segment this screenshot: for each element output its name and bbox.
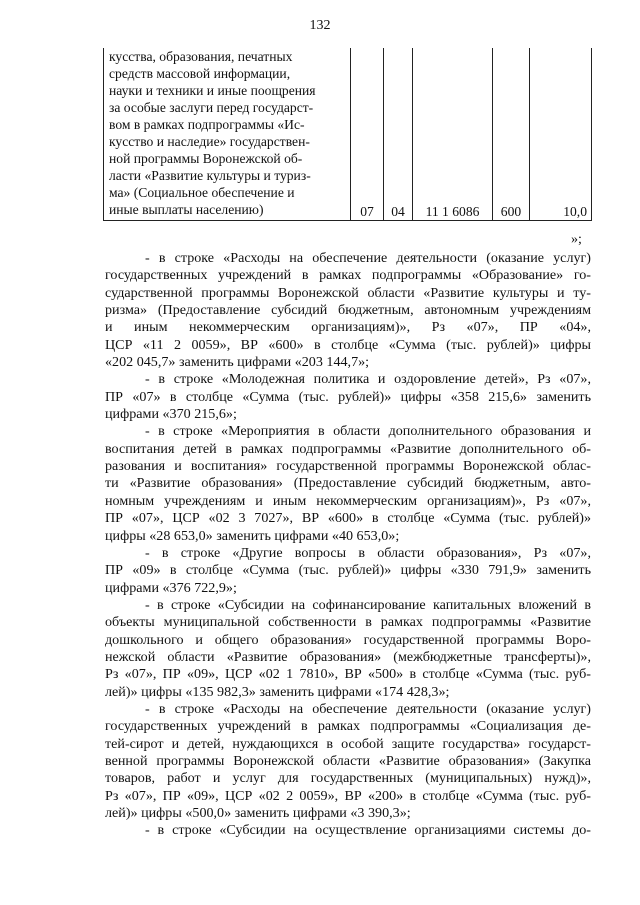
- text-line: государственных учреждений в рамках подпрограммы «Образование» го-: [105, 267, 591, 284]
- text-line: воспитания детей в рамках подпрограммы «Развитие дополнительного об-: [105, 440, 591, 457]
- text-line: - в строке «Субсидии на софинансирование капитальных вложений в: [145, 596, 591, 613]
- closing-quote: »;: [571, 232, 582, 247]
- text-line: разования и воспитания» государственной программы Воронежской облас-: [105, 458, 591, 475]
- body-text: [105, 250, 591, 840]
- expense-name-line: иные выплаты населению): [109, 202, 264, 217]
- expense-name-line: кусство и наследие» государствен-: [109, 134, 310, 149]
- text-line: Рз «07», ПР «09», ЦСР «02 1 7810», ВР «500» в столбце «Сумма (тыс. руб-: [105, 666, 591, 683]
- table-cell-name: [104, 48, 351, 221]
- expense-name: [109, 48, 345, 218]
- text-line: венной программы Воронежской области «Развитие образования» (Закупка: [105, 752, 591, 769]
- text-line: цифрами «376 722,9»;: [105, 579, 237, 596]
- text-line: - в строке «Субсидии на осуществление организациями системы до-: [145, 822, 591, 839]
- table-cell-vr: 600: [493, 48, 530, 221]
- text-line: - в строке «Мероприятия в области дополнительного образования и: [145, 423, 591, 440]
- text-line: лей)» цифры «500,0» заменить цифрами «3 390,3»;: [105, 805, 411, 821]
- expense-name-line: ма» (Социальное обеспечение и: [109, 185, 295, 200]
- text-line: - в строке «Расходы на обеспечение деятельности (оказание услуг): [145, 250, 591, 266]
- text-line: нежской области «Развитие образования» (межбюджетные трансферты)»,: [105, 648, 591, 665]
- text-line: товаров, работ и услуг для государственных (муниципальных) нужд)»,: [105, 770, 591, 787]
- text-line: и иным некоммерческим организациям)», Рз «07», ПР «04»,: [105, 319, 591, 336]
- text-line: - в строке «Молодежная политика и оздоровление детей», Рз «07»,: [145, 371, 591, 388]
- text-line: государственных учреждений в рамках подпрограммы «Социализация де-: [105, 718, 591, 735]
- text-line: тей-сирот и детей, нуждающихся в особой защите государства» государст-: [105, 735, 591, 752]
- expense-name-line: ной программы Воронежской об-: [109, 151, 303, 166]
- text-line: ПР «07», ЦСР «02 3 7027», ВР «600» в столбце «Сумма (тыс. рублей)»: [105, 510, 591, 527]
- text-line: сударственной программы Воронежской области «Развитие культуры и ту-: [105, 284, 591, 301]
- expense-name-line: средств массовой информации,: [109, 66, 291, 81]
- table-row: [104, 48, 592, 221]
- expense-name-line: науки и техники и иные поощрения: [109, 83, 316, 98]
- table-cell-sum: 10,0: [530, 48, 592, 221]
- table-cell-pr: 04: [384, 48, 413, 221]
- expense-name-line: кусства, образования, печатных: [109, 49, 293, 64]
- text-line: «202 045,7» заменить цифрами «203 144,7»;: [105, 354, 370, 371]
- expense-name-line: вом в рамках подпрограммы «Ис-: [109, 117, 305, 132]
- page-number: 132: [309, 18, 331, 33]
- text-line: дошкольного и общего образования» государственной программы Воро-: [105, 631, 591, 648]
- text-line: Рз «07», ПР «09», ЦСР «02 2 0059», ВР «200» в столбце «Сумма (тыс. руб-: [105, 787, 591, 804]
- text-line: ЦСР «11 2 0059», ВР «600» в столбце «Сумма (тыс. рублей)» цифры: [105, 336, 591, 353]
- text-line: ПР «09» в столбце «Сумма (тыс. рублей)» цифры «330 791,9» заменить: [105, 562, 591, 579]
- text-line: ПР «07» в столбце «Сумма (тыс. рублей)» цифры «358 215,6» заменить: [105, 388, 591, 405]
- table-cell-rz: 07: [351, 48, 384, 221]
- budget-table: [103, 48, 592, 221]
- text-line: цифры «28 653,0» заменить цифрами «40 653,0»;: [105, 527, 400, 544]
- text-line: ризма» (Предоставление субсидий бюджетным, автономным учреждениям: [105, 302, 591, 319]
- text-line: лей)» цифры «135 982,3» заменить цифрами «174 428,3»;: [105, 683, 450, 700]
- text-line: номным учреждениям и иным некоммерческим организациям)», Рз «07»,: [105, 492, 591, 509]
- expense-name-line: за особые заслуги перед государст-: [109, 100, 314, 115]
- text-line: цифрами «370 215,6»;: [105, 406, 237, 423]
- text-line: объекты муниципальной собственности в рамках подпрограммы «Развитие: [105, 614, 591, 631]
- table-cell-csr: 11 1 6086: [413, 48, 493, 221]
- text-line: - в строке «Другие вопросы в области образования», Рз «07»,: [145, 544, 591, 561]
- text-line: ти «Развитие образования» (Предоставление субсидий бюджетным, авто-: [105, 475, 591, 492]
- expense-name-line: ласти «Развитие культуры и туриз-: [109, 168, 311, 183]
- text-line: - в строке «Расходы на обеспечение деятельности (оказание услуг): [145, 700, 591, 717]
